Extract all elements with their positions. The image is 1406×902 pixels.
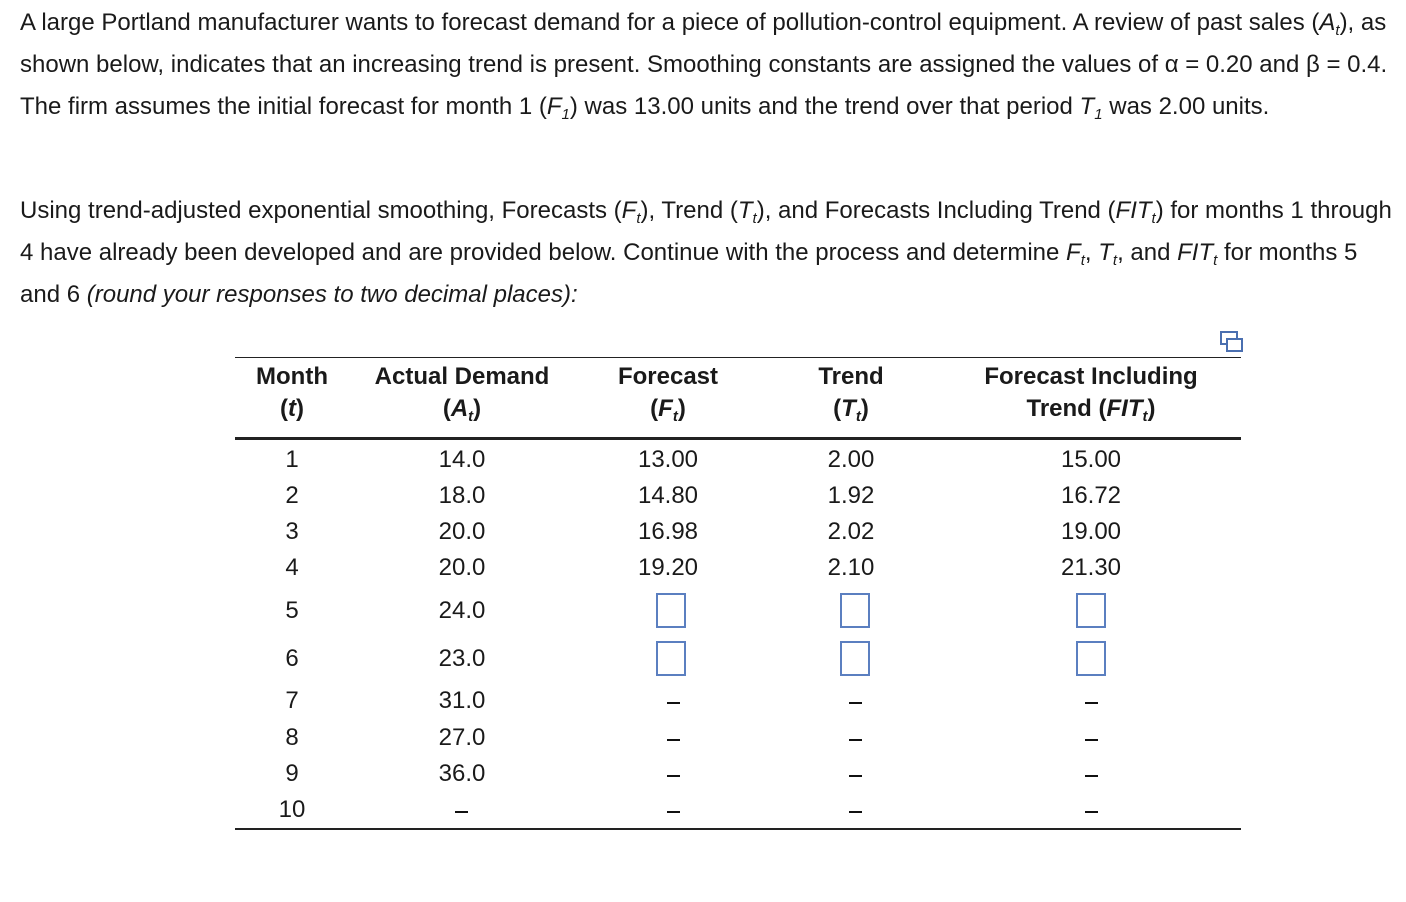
cell-forecast: 19.20 — [637, 554, 699, 581]
header-forecast-including-trend: Forecast Including Trend $(FIT_t)$ — [984, 363, 1198, 425]
empty-dash — [849, 811, 862, 813]
cell-trend: 1.92 — [827, 482, 875, 509]
empty-dash — [1085, 702, 1098, 704]
cell-forecast: 13.00 — [637, 446, 699, 473]
cell-fit: 21.30 — [1060, 554, 1122, 581]
cell-fit: 15.00 — [1060, 446, 1122, 473]
empty-dash — [849, 775, 862, 777]
cell-trend: 2.10 — [827, 554, 875, 581]
cell-actual: 24.0 — [438, 597, 486, 624]
cell-actual: 18.0 — [438, 482, 486, 509]
table-header-rule — [235, 437, 1241, 440]
header-actual-demand: Actual Demand $(A_t)$ — [374, 363, 550, 425]
cell-actual: 20.0 — [438, 518, 486, 545]
header-trend: Trend $(T_t)$ — [818, 363, 884, 425]
cell-month: 6 — [285, 645, 299, 672]
cell-forecast: 16.98 — [637, 518, 699, 545]
cell-month: 7 — [285, 687, 299, 714]
empty-dash — [667, 811, 680, 813]
forecast-input-month-5[interactable] — [656, 593, 686, 628]
cell-actual: 27.0 — [438, 724, 486, 751]
cell-month: 4 — [285, 554, 299, 581]
table-top-rule — [235, 357, 1241, 358]
empty-dash — [1085, 775, 1098, 777]
forecast-input-month-6[interactable] — [656, 641, 686, 676]
empty-dash — [667, 702, 680, 704]
cell-actual: 20.0 — [438, 554, 486, 581]
cell-actual: 36.0 — [438, 760, 486, 787]
trend-input-month-6[interactable] — [840, 641, 870, 676]
cell-month: 2 — [285, 482, 299, 509]
cell-month: 1 — [285, 446, 299, 473]
cell-actual: 23.0 — [438, 645, 486, 672]
cell-forecast: 14.80 — [637, 482, 699, 509]
table-bottom-rule — [235, 828, 1241, 830]
fit-input-month-5[interactable] — [1076, 593, 1106, 628]
cell-month: 3 — [285, 518, 299, 545]
cell-month: 10 — [278, 796, 306, 823]
cell-month: 9 — [285, 760, 299, 787]
header-month: Month (t) — [256, 363, 328, 422]
cell-month: 8 — [285, 724, 299, 751]
problem-statement: A large Portland manufacturer wants to forecast demand for a piece of pollution-control equipment. A review of past sales $(A_t)$, as shown below, indicates that an increasing trend is present. Smoothing constants are assigned the values of α = 0.20 and β = 0.4. The firm assumes the initial forecast for month 1 $(F_1)$ was 13.00 units and the trend over that period $T_1$ was 2.00 units. — [20, 9, 1388, 123]
cell-trend: 2.00 — [827, 446, 875, 473]
empty-dash — [1085, 811, 1098, 813]
cell-month: 5 — [285, 597, 299, 624]
instructions: Using trend-adjusted exponential smoothing, Forecasts $(F_t)$, Trend $(T_t)$, and Forecasts Including Trend $(FIT_t)$ for months 1 through 4 have already been developed and are provided below. Continue with the process and determine $F_t$, $T_t$, and $FIT_t$ for months 5 and 6 (round your responses to two decimal places): — [20, 197, 1392, 308]
cell-fit: 19.00 — [1060, 518, 1122, 545]
cell-fit: 16.72 — [1060, 482, 1122, 509]
empty-dash — [1085, 739, 1098, 741]
trend-input-month-5[interactable] — [840, 593, 870, 628]
cell-actual: 31.0 — [438, 687, 486, 714]
empty-dash — [455, 811, 468, 813]
cell-actual: 14.0 — [438, 446, 486, 473]
empty-dash — [667, 775, 680, 777]
copy-icon[interactable] — [1220, 331, 1244, 353]
data-table — [235, 357, 1241, 829]
empty-dash — [667, 739, 680, 741]
fit-input-month-6[interactable] — [1076, 641, 1106, 676]
header-forecast: Forecast $(F_t)$ — [617, 363, 719, 425]
empty-dash — [849, 739, 862, 741]
empty-dash — [849, 702, 862, 704]
cell-trend: 2.02 — [827, 518, 875, 545]
